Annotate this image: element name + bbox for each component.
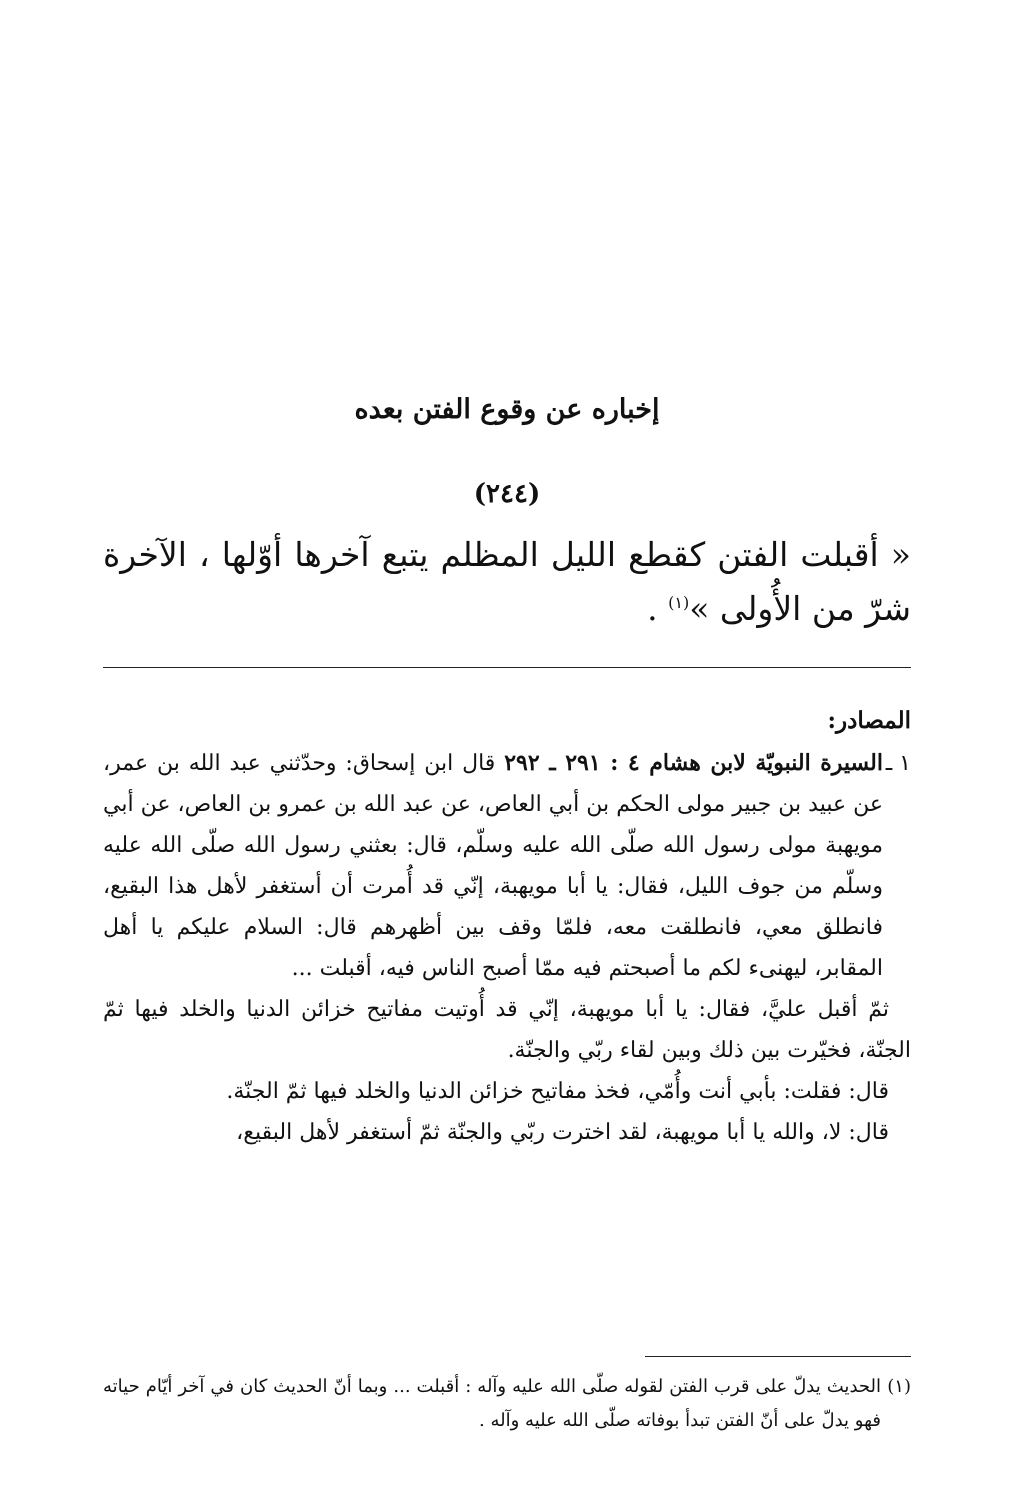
hadith-number: (٢٤٤) [473, 479, 541, 509]
hadith-body: « أقبلت الفتن كقطع الليل المظلم يتبع آخرها أوّلها ، الآخرة شرّ من الأُولى » [103, 535, 911, 628]
source-book-reference: السيرة النبويّة لابن هشام ٤ : ٢٩١ ـ ٢٩٢ [504, 750, 883, 776]
hadith-end-punctuation: . [647, 589, 658, 628]
source-entry-number: ١ ـ [885, 751, 911, 776]
hadith-text [103, 528, 911, 636]
footnote-divider [645, 1356, 911, 1357]
sources-section [103, 700, 911, 1153]
footnote-reference: (١) [668, 593, 690, 612]
source-entry-text: قال ابن إسحاق: وحدّثني عبد الله بن عمر، عن عبيد بن جبير مولى الحكم بن أبي العاص، عن عبد الله بن عمرو بن العاص، عن أبي مويهبة مولى رسول الله صلّى الله عليه وسلّم، قال: بعثني رسول الله صلّى الله عليه وسلّم من جوف الليل، فقال: يا أبا مويهبة، إنّي قد أُمرت أن أستغفر لأهل هذا البقيع، فانطلق معي، فانطلقت معه، فلمّا وقف بين أظهرهم قال: السلام عليكم يا أهل المقابر، ليهنىء لكم ما أصبحتم فيه ممّا أصبح الناس فيه، أقبلت ... [103, 751, 883, 981]
source-paragraph: ثمّ أقبل عليَّ، فقال: يا أبا مويهبة، إنّي قد أُوتيت مفاتيح خزائن الدنيا والخلد فيها ثمّ الجنّة، فخيّرت بين ذلك وبين لقاء ربّي والجنّة. [103, 997, 911, 1063]
source-paragraph: قال: فقلت: بأبي أنت وأُمّي، فخذ مفاتيح خزائن الدنيا والخلد فيها ثمّ الجنّة. [226, 1079, 889, 1104]
source-paragraph: قال: لا، والله يا أبا مويهبة، لقد اخترت ربّي والجنّة ثمّ أستغفر لأهل البقيع، [236, 1120, 889, 1145]
source-entry [103, 743, 911, 989]
footnote [103, 1370, 911, 1438]
sources-heading: المصادر: [827, 707, 911, 734]
chapter-title: إخباره عن وقوع الفتن بعده [354, 394, 660, 425]
section-divider [103, 667, 911, 668]
footnote-text: الحديث يدلّ على قرب الفتن لقوله صلّى الله عليه وآله : أقبلت ... وبما أنّ الحديث كان في آخر أيّام حياته فهو يدلّ على أنّ الفتن تبدأ بوفاته صلّى الله عليه وآله . [103, 1376, 881, 1431]
footnote-number: (١) [887, 1376, 911, 1397]
